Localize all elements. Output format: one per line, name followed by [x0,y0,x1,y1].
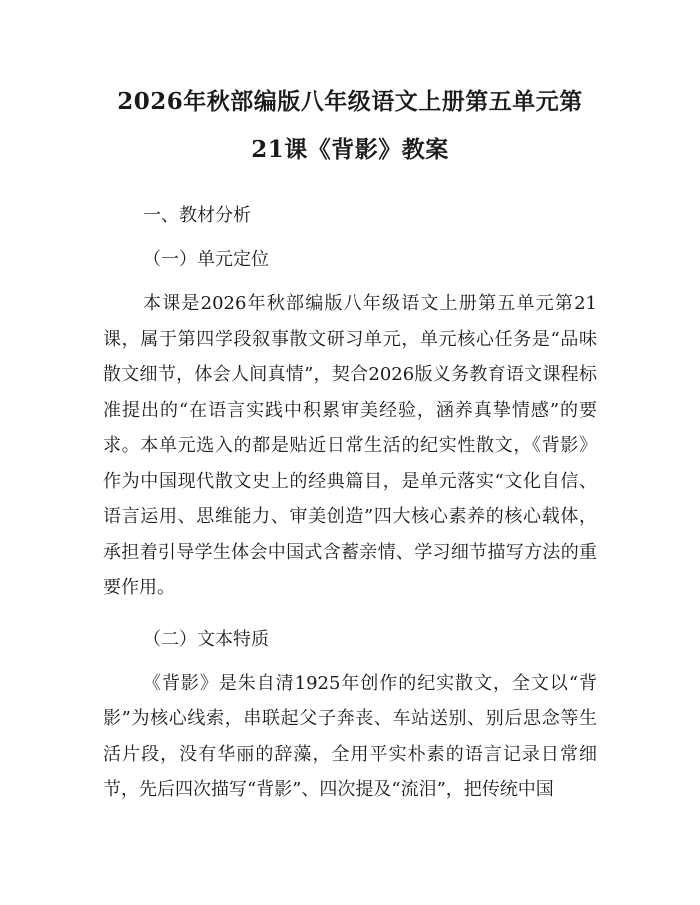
title-line-2: 21课《背影》教案 [251,136,449,163]
paragraph-text-features: 《背影》是朱自清1925年创作的纪实散文，全文以“背影”为核心线索，串联起父子奔丧、车站送别、别后思念等生活片段，没有华丽的辞藻，全用平实朴素的语言记录日常细节，先后四次描写“背影”、四次提及“流泪”，把传统中国 [103,672,597,800]
document-title [103,78,597,174]
subsection-heading-text-features: （二）文本特质 [143,628,269,650]
section-heading-textbook-analysis: 一、教材分析 [143,205,251,226]
title-line-1: 2026年秋部编版八年级语文上册第五单元第 [117,88,583,115]
document-page [103,78,597,808]
paragraph-unit-position: 本课是2026年秋部编版八年级语文上册第五单元第21课，属于第四学段叙事散文研习单元，单元核心任务是“品味散文细节，体会人间真情”，契合2026版义务教育语文课程标准提出的“在语言实践中积累审美经验，涵养真挚情感”的要求。本单元选入的都是贴近日常生活的纪实性散文，《背影》作为中国现代散文史上的经典篇目，是单元落实“文化自信、语言运用、思维能力、审美创造”四大核心素养的核心载体，承担着引导学生体会中国式含蓄亲情、学习细节描写方法的重要作用。 [103,293,597,598]
subsection-heading-unit-position: （一）单元定位 [143,249,269,270]
